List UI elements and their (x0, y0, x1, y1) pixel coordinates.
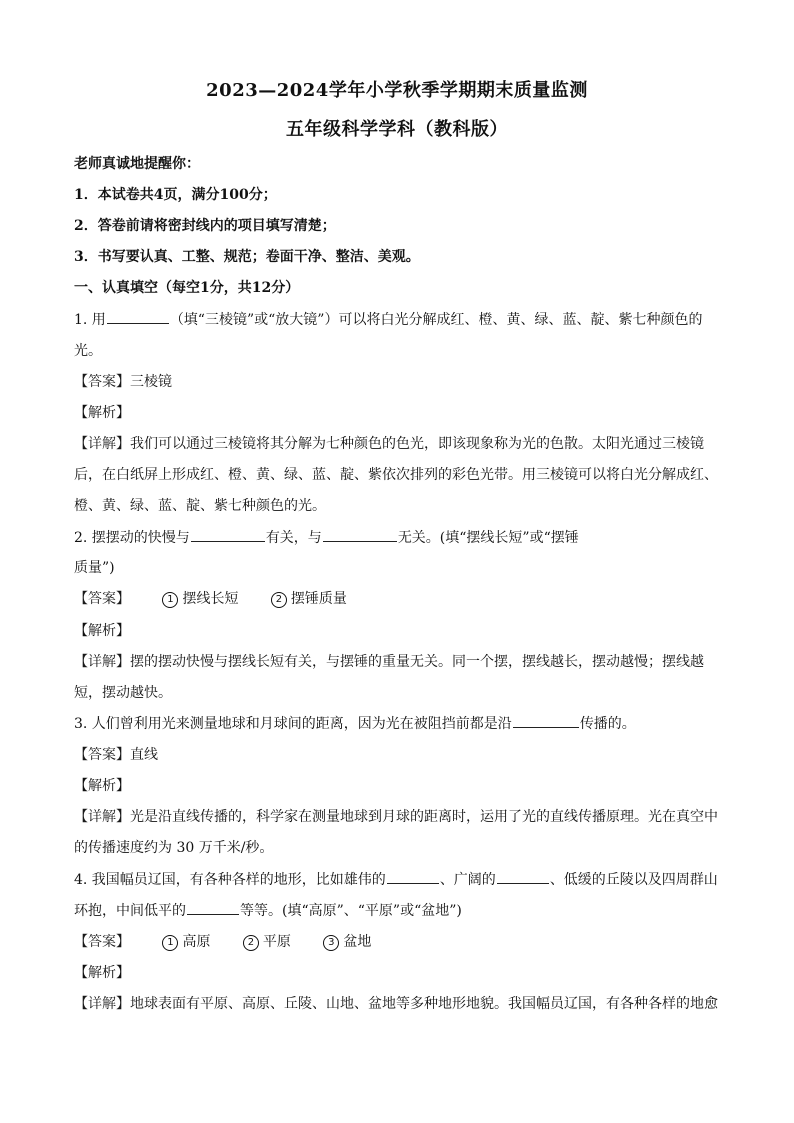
detail-label: 【详解】 (74, 654, 130, 670)
answer-row-4 (74, 931, 734, 951)
answer-blank (323, 528, 397, 542)
detail-label: 【详解】 (74, 996, 130, 1012)
answer-text: 直线 (130, 747, 158, 763)
analysis-label-2: 【解析】 (74, 623, 130, 639)
answer-label: 【答案】 (74, 747, 130, 763)
question-1-cont: 光。 (74, 343, 102, 359)
analysis-label-3: 【解析】 (74, 778, 130, 794)
answer-row-1 (74, 371, 734, 391)
question-3: 3. 人们曾利用光来测量地球和月球间的距离，因为光在被阻挡前都是沿 传播的。 (74, 716, 636, 732)
detail-3-line-1: 【详解】光是沿直线传播的，科学家在测量地球到月球的距离时，运用了光的直线传播原理。光在真空中 (74, 809, 718, 825)
detail-label: 【详解】 (74, 436, 130, 452)
answer-option-1: 1 高原 (162, 931, 210, 951)
answer-option-1: 1 摆线长短 (162, 588, 238, 608)
detail-3-line-2: 的传播速度约为 30 万千米/秒。 (74, 840, 274, 856)
answer-blank (497, 870, 549, 884)
answer-option-2: 2 摆锤质量 (271, 588, 347, 608)
notice-item-1: 1．本试卷共4页，满分100分； (74, 187, 277, 203)
answer-label: 【答案】 (74, 591, 130, 607)
notice-item-3: 3．书写要认真、工整、规范；卷面干净、整洁、美观。 (74, 249, 420, 265)
answer-label: 【答案】 (74, 374, 130, 390)
answer-blank (191, 528, 265, 542)
detail-label: 【详解】 (74, 809, 130, 825)
answer-option-2: 2 平原 (243, 931, 291, 951)
notice-item-2: 2．答卷前请将密封线内的项目填写清楚； (74, 218, 336, 234)
notice-heading: 老师真诚地提醒你： (74, 156, 200, 172)
answer-option-3: 3 盆地 (323, 931, 371, 951)
answer-row-2 (74, 588, 734, 608)
detail-2-line-2: 短，摆动越快。 (74, 685, 172, 701)
answer-blank (387, 870, 439, 884)
question-4-cont: 环抱，中间低平的 等等。(填“高原”、“平原”或“盆地”) (74, 903, 462, 919)
analysis-label-1: 【解析】 (74, 405, 130, 421)
answer-blank (187, 901, 239, 915)
question-2: 2. 摆摆动的快慢与 有关，与 无关。(填“摆线长短”或“摆锤 (74, 530, 579, 546)
exam-subtitle: 五年级科学学科（教科版） (286, 119, 508, 140)
exam-title: 2023—2024学年小学秋季学期期末质量监测 (206, 80, 588, 101)
question-4: 4. 我国幅员辽国，有各种各样的地形，比如雄伟的 、广阔的 、低缓的丘陵以及四周群山 (74, 872, 718, 888)
detail-4-line-1: 【详解】地球表面有平原、高原、丘陵、山地、盆地等多种地形地貌。我国幅员辽国，有各种各样的地愈 (74, 996, 718, 1012)
answer-text: 三棱镜 (130, 374, 172, 390)
answer-label: 【答案】 (74, 934, 130, 950)
detail-1-line-2: 后，在白纸屏上形成红、橙、黄、绿、蓝、靛、紫依次排列的彩色光带。用三棱镜可以将白光分解成红、 (74, 467, 718, 483)
question-1: 1. 用 （填“三棱镜”或“放大镜”）可以将白光分解成红、橙、黄、绿、蓝、靛、紫七种颜色的 (74, 312, 703, 328)
question-2-cont: 质量”) (74, 560, 115, 576)
answer-blank (107, 310, 169, 324)
answer-row-3 (74, 744, 734, 764)
detail-1-line-3: 橙、黄、绿、蓝、靛、紫七种颜色的光。 (74, 498, 326, 514)
detail-2-line-1: 【详解】摆的摆动快慢与摆线长短有关，与摆锤的重量无关。同一个摆，摆线越长，摆动越慢；摆线越 (74, 654, 704, 670)
detail-1-line-1: 【详解】我们可以通过三棱镜将其分解为七种颜色的色光，即该现象称为光的色散。太阳光通过三棱镜 (74, 436, 704, 452)
section-heading: 一、认真填空（每空1分，共12分） (74, 280, 300, 296)
analysis-label-4: 【解析】 (74, 965, 130, 981)
answer-blank (513, 714, 579, 728)
